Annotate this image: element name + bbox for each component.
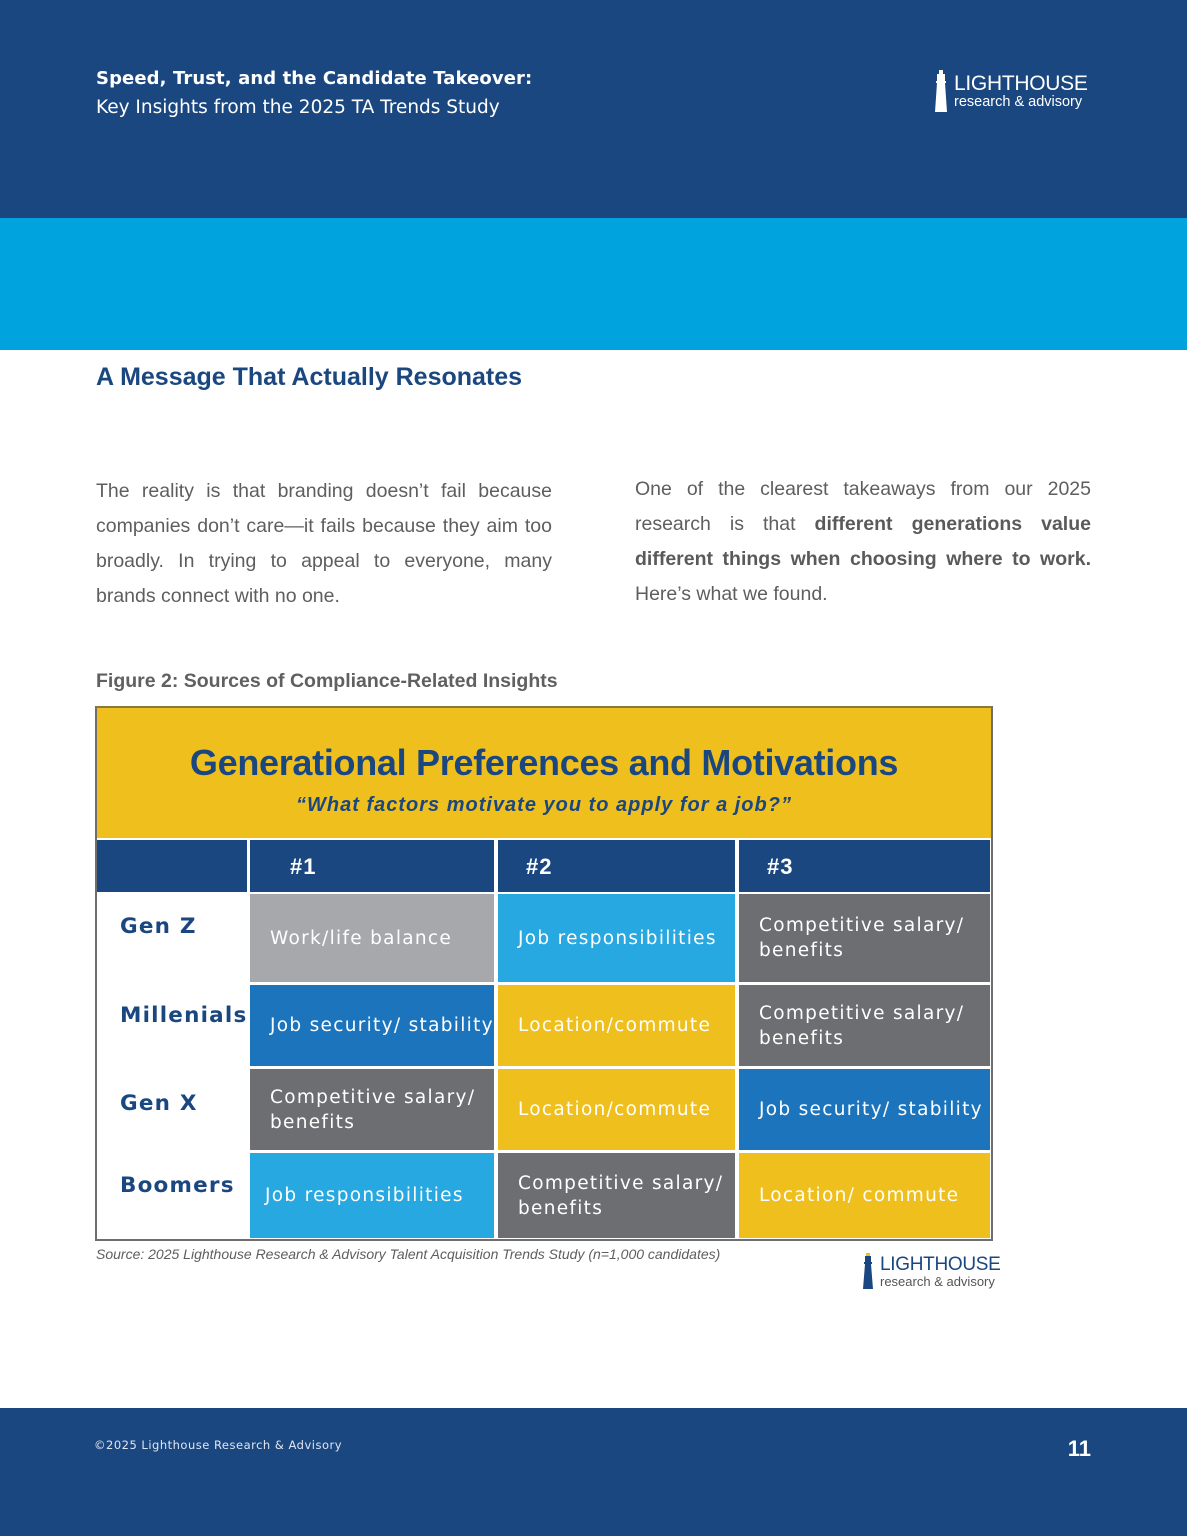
paragraph-text: Here’s what we found. <box>635 583 828 605</box>
page-number: 11 <box>1067 1436 1091 1461</box>
generational-preferences-infographic <box>95 706 993 1241</box>
infographic-header <box>97 708 991 838</box>
preference-cell: Competitive salary/ benefits <box>739 985 990 1066</box>
preference-cell: Job security/ stability <box>739 1069 990 1150</box>
logo-brand: LIGHTHOUSE <box>880 1253 1001 1275</box>
logo-tagline: research & advisory <box>954 93 1083 110</box>
generation-label: Millenials <box>120 1003 248 1028</box>
logo-tagline: research & advisory <box>880 1273 995 1289</box>
preference-cell: Location/commute <box>498 985 735 1066</box>
figure-source: Source: 2025 Lighthouse Research & Advisory Talent Acquisition Trends Study (n=1,000 candidates) <box>96 1246 721 1262</box>
intro-paragraph-left: The reality is that branding doesn’t fail because companies don’t care—it fails because they aim too broadly. In trying to appeal to everyone, many brands connect with no one. <box>96 480 552 607</box>
intro-paragraph-right <box>635 472 1091 612</box>
preference-cell: Job responsibilities <box>498 894 735 982</box>
rank-header-1: #1 <box>250 840 494 892</box>
lighthouse-icon <box>934 70 948 112</box>
preference-cell: Job responsibilities <box>250 1153 494 1238</box>
infographic-title: Generational Preferences and Motivations <box>189 742 899 783</box>
lighthouse-icon <box>862 1253 874 1289</box>
section-heading: A Message That Actually Resonates <box>96 363 523 391</box>
preference-cell: Job security/ stability <box>250 985 494 1066</box>
document-subtitle: Key Insights from the 2025 TA Trends Study <box>96 97 500 118</box>
preference-cell: Location/ commute <box>739 1153 990 1238</box>
rank-header-3: #3 <box>739 840 990 892</box>
preference-cell: Work/life balance <box>250 894 494 982</box>
footer-band <box>0 1408 1187 1536</box>
preference-cell: Competitive salary/ benefits <box>739 894 990 982</box>
footer-copyright: ©2025 Lighthouse Research & Advisory <box>94 1438 343 1452</box>
generation-label: Boomers <box>120 1173 235 1198</box>
header-blank-cell <box>97 840 247 892</box>
generation-label: Gen X <box>120 1091 198 1116</box>
document-title: Speed, Trust, and the Candidate Takeover: <box>96 68 533 89</box>
figure-caption: Figure 2: Sources of Compliance-Related Insights <box>96 670 558 692</box>
generation-label: Gen Z <box>120 914 197 939</box>
accent-band <box>0 218 1187 350</box>
preference-cell: Location/commute <box>498 1069 735 1150</box>
paragraph-emphasis: different generations value different things when choosing where to work. <box>635 513 1091 570</box>
preference-cell: Competitive salary/ benefits <box>250 1069 494 1150</box>
header-logo <box>934 70 1088 112</box>
preference-cell: Competitive salary/ benefits <box>498 1153 735 1238</box>
rank-header-2: #2 <box>498 840 735 892</box>
logo-brand: LIGHTHOUSE <box>954 71 1088 95</box>
figure-logo <box>862 1253 1001 1289</box>
infographic-question: “What factors motivate you to apply for a job?” <box>296 794 792 816</box>
paragraph-text: One of the clearest takeaways from our 2025 research is that <box>635 478 1091 535</box>
